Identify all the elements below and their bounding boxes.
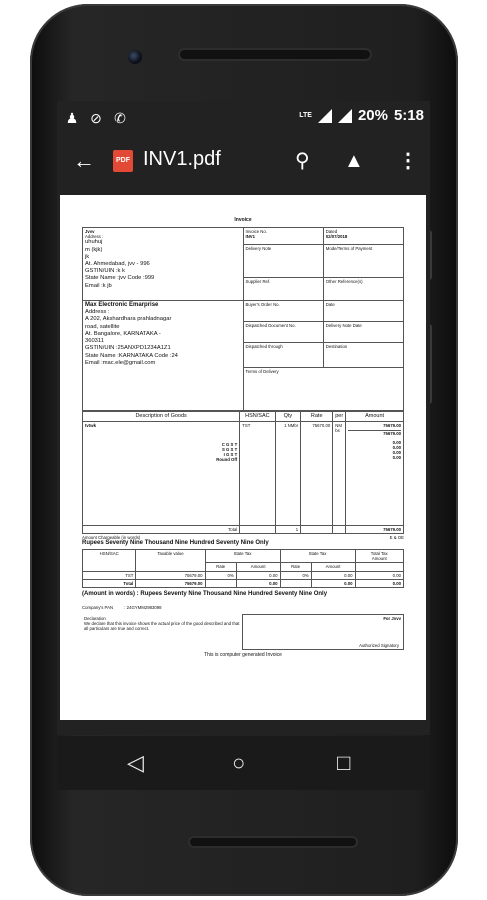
seller-line: Email :k jb [85, 282, 112, 289]
tax-col-total-amount: Amount [371, 556, 387, 562]
tax-row-rate: 0% [205, 571, 236, 579]
pan-value: : 24GYMM2983098 [124, 605, 162, 611]
nav-home-icon[interactable]: ○ [232, 750, 246, 775]
front-camera [128, 50, 142, 64]
clock: 5:18 [393, 107, 424, 124]
buyers-order: Buyer's Order No. [243, 301, 323, 322]
buyer-block [83, 301, 244, 411]
amount-in-words: Rupees Seventy Nine Thousand Nine Hundred Seventy Nine Only [82, 539, 269, 546]
item-rate: 75670.00 [301, 421, 333, 525]
seller-line: At. Ahmedabad, jvv - 996 [85, 261, 150, 268]
tax-row-amount-2: 0.00 [311, 571, 355, 579]
status-bar [57, 101, 430, 135]
tax-total-taxable: 75679.00 [136, 579, 205, 587]
phone-screen [57, 101, 430, 735]
buyer-line: A 202, Akshardhara prahladnagar [85, 316, 172, 323]
tax-total-amount-2: 0.00 [311, 579, 355, 587]
tax-row-rate-2: 0% [280, 571, 311, 579]
file-title: INV1.pdf [143, 148, 221, 170]
seller-line: uhuhuj [85, 239, 103, 246]
tax-amount: 0.00 [392, 450, 401, 456]
drive-icon[interactable]: ▲ [344, 150, 364, 172]
terms-delivery: Terms of Delivery [243, 368, 404, 411]
pan-label: Company's PAN [82, 605, 114, 611]
col-rate: Rate [301, 412, 333, 422]
seller-line: State Name :jvv Code :999 [85, 275, 155, 282]
nav-back-icon[interactable]: ◁ [127, 750, 144, 775]
tax-col-state-2: State Tax [280, 550, 355, 563]
items-table [82, 411, 404, 534]
buyer-line: At. Bangalore, KARNATAKA - [85, 330, 161, 337]
buyer-line: Email :mac.ele@gmail.com [85, 359, 156, 366]
item-per: NM [335, 422, 342, 428]
navigation-bar [57, 736, 430, 790]
buyer-line: 360311 [85, 338, 104, 345]
delivery-note-date: Delivery Note Date [323, 322, 403, 343]
call-icon: ✆ [114, 110, 126, 126]
despatched-through: Dispatched through [243, 343, 323, 368]
seller-block [83, 228, 244, 301]
tax-col-rate: Rate [205, 563, 236, 571]
other-refs: Other Reference(s) [323, 278, 403, 301]
seller-address-label: Address : [85, 234, 104, 240]
eoe: E & OE [389, 534, 404, 540]
order-date: Date [323, 301, 403, 322]
tax-col-amount: Amount [236, 563, 280, 571]
authorized-signatory: Authorized Signatory [359, 643, 399, 649]
pdf-file-icon: PDF [113, 150, 133, 172]
delivery-note: Delivery Note [243, 245, 323, 278]
buyer-line: State Name :KARNATAKA Code :24 [85, 352, 178, 359]
declaration-table [82, 614, 404, 650]
computer-generated-note: This is computer generated Invoice [204, 652, 282, 659]
declaration-label: Declaration [84, 615, 106, 621]
tax-col-taxable: Taxable value [136, 550, 205, 571]
tax-total-amount: 0.00 [236, 579, 280, 587]
buyer-name: Max Electronic Emarprise [85, 302, 159, 308]
signal-icon-2 [338, 109, 352, 123]
earpiece-speaker [180, 50, 370, 59]
tax-amount: 0.00 [392, 455, 401, 461]
total-qty: 1 [275, 525, 301, 533]
subtotal: 75679.00 [348, 430, 401, 436]
tax-label: C G S T [221, 441, 238, 447]
tax-label: S G S T [221, 446, 238, 452]
network-type: LTE [299, 112, 312, 119]
tax-col-amount-2: Amount [311, 563, 355, 571]
buyer-line: road, satellite [85, 323, 120, 330]
buyer-address-label: Address : [85, 309, 110, 316]
amount-chargeable-label: Amount Chargeable (in words) [82, 534, 141, 540]
total-label: Total [83, 525, 240, 533]
dated-value: 02/07/2018 [325, 234, 348, 240]
tax-row-hsn: TST [83, 571, 136, 579]
col-per: per [333, 412, 346, 422]
nav-recents-icon[interactable]: □ [337, 750, 351, 775]
item-qty: 1 NMbr [275, 421, 301, 525]
invoice [82, 217, 404, 658]
col-hsn: HSN/SAC [240, 412, 275, 422]
tax-row-amount: 0.00 [236, 571, 280, 579]
search-icon[interactable]: ⚲ [295, 150, 310, 172]
total-amount: 75679.00 [346, 525, 404, 533]
destination: Destination [323, 343, 403, 368]
item-hsn: TST [240, 421, 275, 525]
invoice-header-table [82, 227, 404, 411]
pdf-page [60, 195, 426, 720]
for-company: For Jvvv [383, 616, 401, 622]
tax-amount: 0.00 [392, 445, 401, 451]
app-bar [57, 135, 430, 189]
tax-label: I G S T [223, 452, 238, 458]
seller-line: m (kjk) [85, 246, 103, 253]
tax-col-state: State Tax [205, 550, 280, 563]
invoice-heading: Invoice [234, 217, 252, 223]
tax-row-taxable: 75679.00 [136, 571, 205, 579]
bottom-speaker [190, 838, 356, 846]
signal-icon [318, 109, 332, 123]
tax-total-label: Total [83, 579, 136, 587]
seller-line: jk [85, 253, 90, 260]
battery-percent: 20% [357, 107, 388, 124]
col-amount: Amount [346, 412, 404, 422]
invoice-no: INV1 [245, 234, 256, 240]
tax-row-total: 0.00 [355, 571, 404, 579]
mode-terms: Mode/Terms of Payment [323, 245, 403, 278]
col-qty: Qty [275, 412, 301, 422]
person-add-icon: ♟ [65, 110, 79, 126]
tax-summary-table [82, 549, 404, 588]
seller-line: GSTIN/UIN :k k [85, 268, 125, 275]
no-sync-icon: ⊘ [90, 110, 102, 126]
seller-name: Jvvv [85, 229, 95, 234]
tax-label: Round Off [216, 457, 238, 463]
more-vert-icon[interactable]: ⋮ [398, 150, 418, 172]
tax-col-rate-2: Rate [280, 563, 311, 571]
item-per-2: bs [335, 427, 340, 433]
despatch-doc: Dispatched Document No. [243, 322, 323, 343]
invoice-no-label: Invoice No. [245, 229, 267, 234]
tax-total-total: 0.00 [355, 579, 404, 587]
tax-amount-in-words: (Amount in words) : Rupees Seventy Nine Thousand Nine Hundred Seventy Nine Only [82, 590, 328, 597]
tax-col-hsn: HSN/SAC [83, 550, 136, 571]
declaration-text: We declare that this invoice shows the actual price of the good described and that all particulars are true and correct. [84, 620, 240, 632]
pdf-viewer[interactable] [57, 189, 430, 735]
dated-label: Dated [325, 229, 338, 234]
tax-col-total: Total Tax [370, 551, 388, 557]
supplier-ref: Supplier Ref. [243, 278, 323, 301]
item-amount: 75679.00 [383, 422, 401, 428]
back-arrow-icon[interactable]: ← [73, 148, 95, 173]
item-name: tvtwk [85, 422, 96, 428]
tax-amount: 0.00 [392, 439, 401, 445]
col-description: Description of Goods [83, 412, 240, 422]
buyer-line: GSTIN/UIN :25ANXPD1234A1Z1 [85, 345, 171, 352]
